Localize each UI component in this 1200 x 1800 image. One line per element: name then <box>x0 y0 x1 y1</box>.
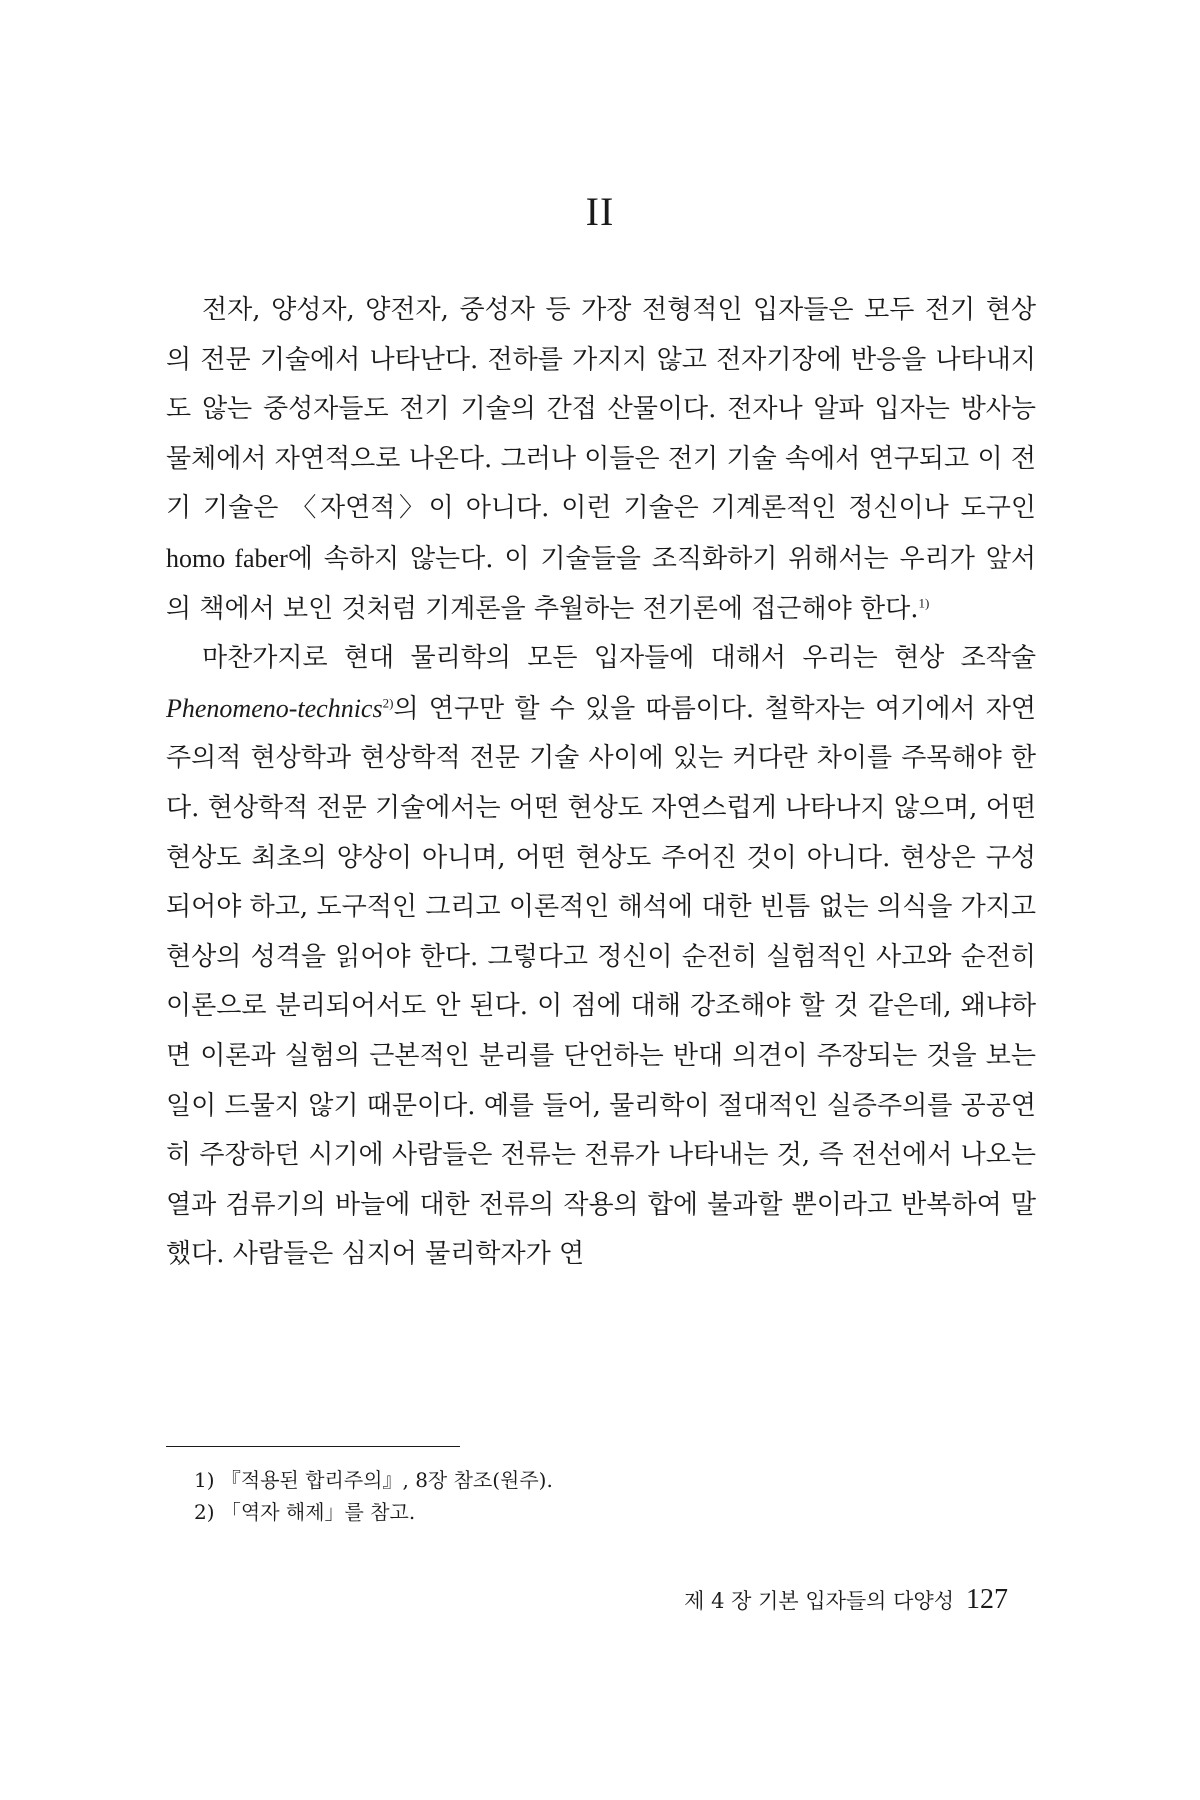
footnote-2: 2) 「역자 해제」를 참고. <box>194 1500 416 1524</box>
footnotes <box>194 1464 1014 1528</box>
paragraph-text: 전자, 양성자, 양전자, 중성자 등 가장 전형적인 입자들은 모두 전기 현상의 전문 기술에서 나타난다. 전하를 가지지 않고 전자기장에 반응을 나타내지도 않는 중성자들도 전기 기술의 간접 산물이다. 전자나 알파 입자는 방사능 물체에서 자연적으로 나온다. 그러나 이들은 전기 기술 속에서 연구되고 이 전기 기술은 〈자연적〉이 아니다. 이런 기술은 기계론적인 정신이나 도구인 <box>166 295 1036 524</box>
section-heading: II <box>585 189 615 234</box>
latin-term: homo faber <box>166 543 288 573</box>
paragraph-text: 마찬가지로 현대 물리학의 모든 입자들에 대해서 우리는 현상 조작술 <box>202 643 1036 674</box>
footnote-ref-2: 2) <box>382 695 394 711</box>
footnote-1: 1) 『적용된 합리주의』, 8장 참조(원주). <box>194 1468 553 1492</box>
paragraph-text: 의 연구만 할 수 있을 따름이다. 철학자는 여기에서 자연주의적 현상학과 현상학적 전문 기술 사이에 있는 커다란 차이를 주목해야 한다. 현상학적 전문 기술에서는 어떤 현상도 자연스럽게 나타나지 않으며, 어떤 현상도 최초의 양상이 아니며, 어떤 현상도 주어진 것이 아니다. 현상은 구성되어야 하고, 도구적인 그리고 이론적인 해석에 대한 빈틈 없는 의식을 가지고 현상의 성격을 읽어야 한다. 그렇다고 정신이 순전히 실험적인 사고와 순전히 이론으로 분리되어서도 안 된다. 이 점에 대해 강조해야 할 것 같은데, 왜냐하면 이론과 실험의 근본적인 분리를 단언하는 반대 의견이 주장되는 것을 보는 일이 드물지 않기 때문이다. 예를 들어, 물리학이 절대적인 실증주의를 공공연히 주장하던 시기에 사람들은 전류는 전류가 나타내는 것, 즉 전선에서 나오는 열과 검류기의 바늘에 대한 전류의 작용의 합에 불과할 뿐이라고 반복하여 말했다. 사람들은 심지어 물리학자가 연 <box>166 693 1036 1270</box>
paragraph-2 <box>166 634 1036 1280</box>
footnote-ref-1: 1) <box>918 594 930 610</box>
footnote-divider <box>166 1446 460 1447</box>
body-text <box>166 286 1036 1280</box>
page-number: 127 <box>966 1584 1008 1615</box>
paragraph-1 <box>166 286 1036 634</box>
running-title: 제 4 장 기본 입자들의 다양성 <box>684 1589 954 1613</box>
paragraph-text: 에 속하지 않는다. 이 기술들을 조직화하기 위해서는 우리가 앞서의 책에서 보인 것처럼 기계론을 추월하는 전기론에 접근해야 한다. <box>166 543 1036 624</box>
latin-term: Phenomeno-technics <box>166 693 383 723</box>
running-footer <box>684 1584 1008 1616</box>
